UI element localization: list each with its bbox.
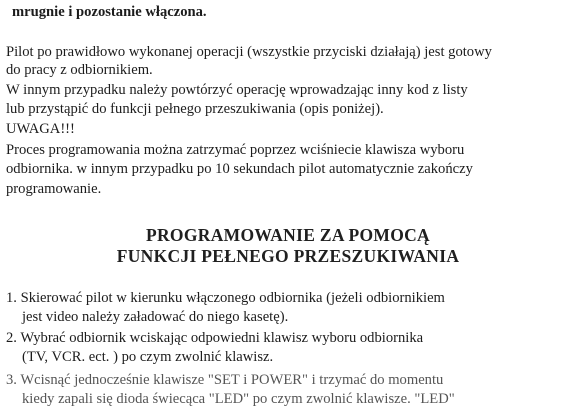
step-1-line: jest video należy załadować do niego kasetę). — [22, 309, 289, 325]
paragraph-line: W innym przypadku należy powtórzyć operację wprowadzając inny kod z listy — [6, 82, 468, 98]
step-3-line: kiedy zapali się dioda świecąca "LED" po czym zwolnić klawisze. "LED" — [22, 391, 455, 407]
paragraph-line: programowanie. — [6, 181, 102, 197]
paragraph-line: do pracy z odbiornikiem. — [6, 62, 153, 78]
paragraph-line: Pilot po prawidłowo wykonanej operacji (wszystkie przyciski działają) jest gotowy — [6, 44, 492, 60]
step-2-line: 2. Wybrać odbiornik wciskając odpowiedni klawisz wyboru odbiornika — [6, 330, 424, 346]
paragraph-line: Proces programowania można zatrzymać poprzez wciśniecie klawisza wyboru — [6, 142, 465, 158]
section-heading: PROGRAMOWANIE ZA POMOCĄ — [146, 225, 430, 245]
warning-label: UWAGA!!! — [6, 121, 75, 137]
step-1-line: 1. Skierować pilot w kierunku włączonego odbiornika (jeżeli odbiornikiem — [6, 290, 445, 306]
step-3-line: 3. Wcisnąć jednocześnie klawisze "SET i POWER" i trzymać do momentu — [6, 372, 444, 388]
step-2-line: (TV, VCR. ect. ) po czym zwolnić klawisz. — [22, 349, 274, 365]
paragraph-line: lub przystąpić do funkcji pełnego przeszukiwania (opis poniżej). — [6, 101, 384, 117]
paragraph-line: odbiornika. w innym przypadku po 10 sekundach pilot automatycznie zakończy — [6, 161, 473, 177]
section-heading: FUNKCJI PEŁNEGO PRZESZUKIWANIA — [116, 246, 460, 266]
intro-line: mrugnie i pozostanie włączona. — [12, 4, 207, 20]
